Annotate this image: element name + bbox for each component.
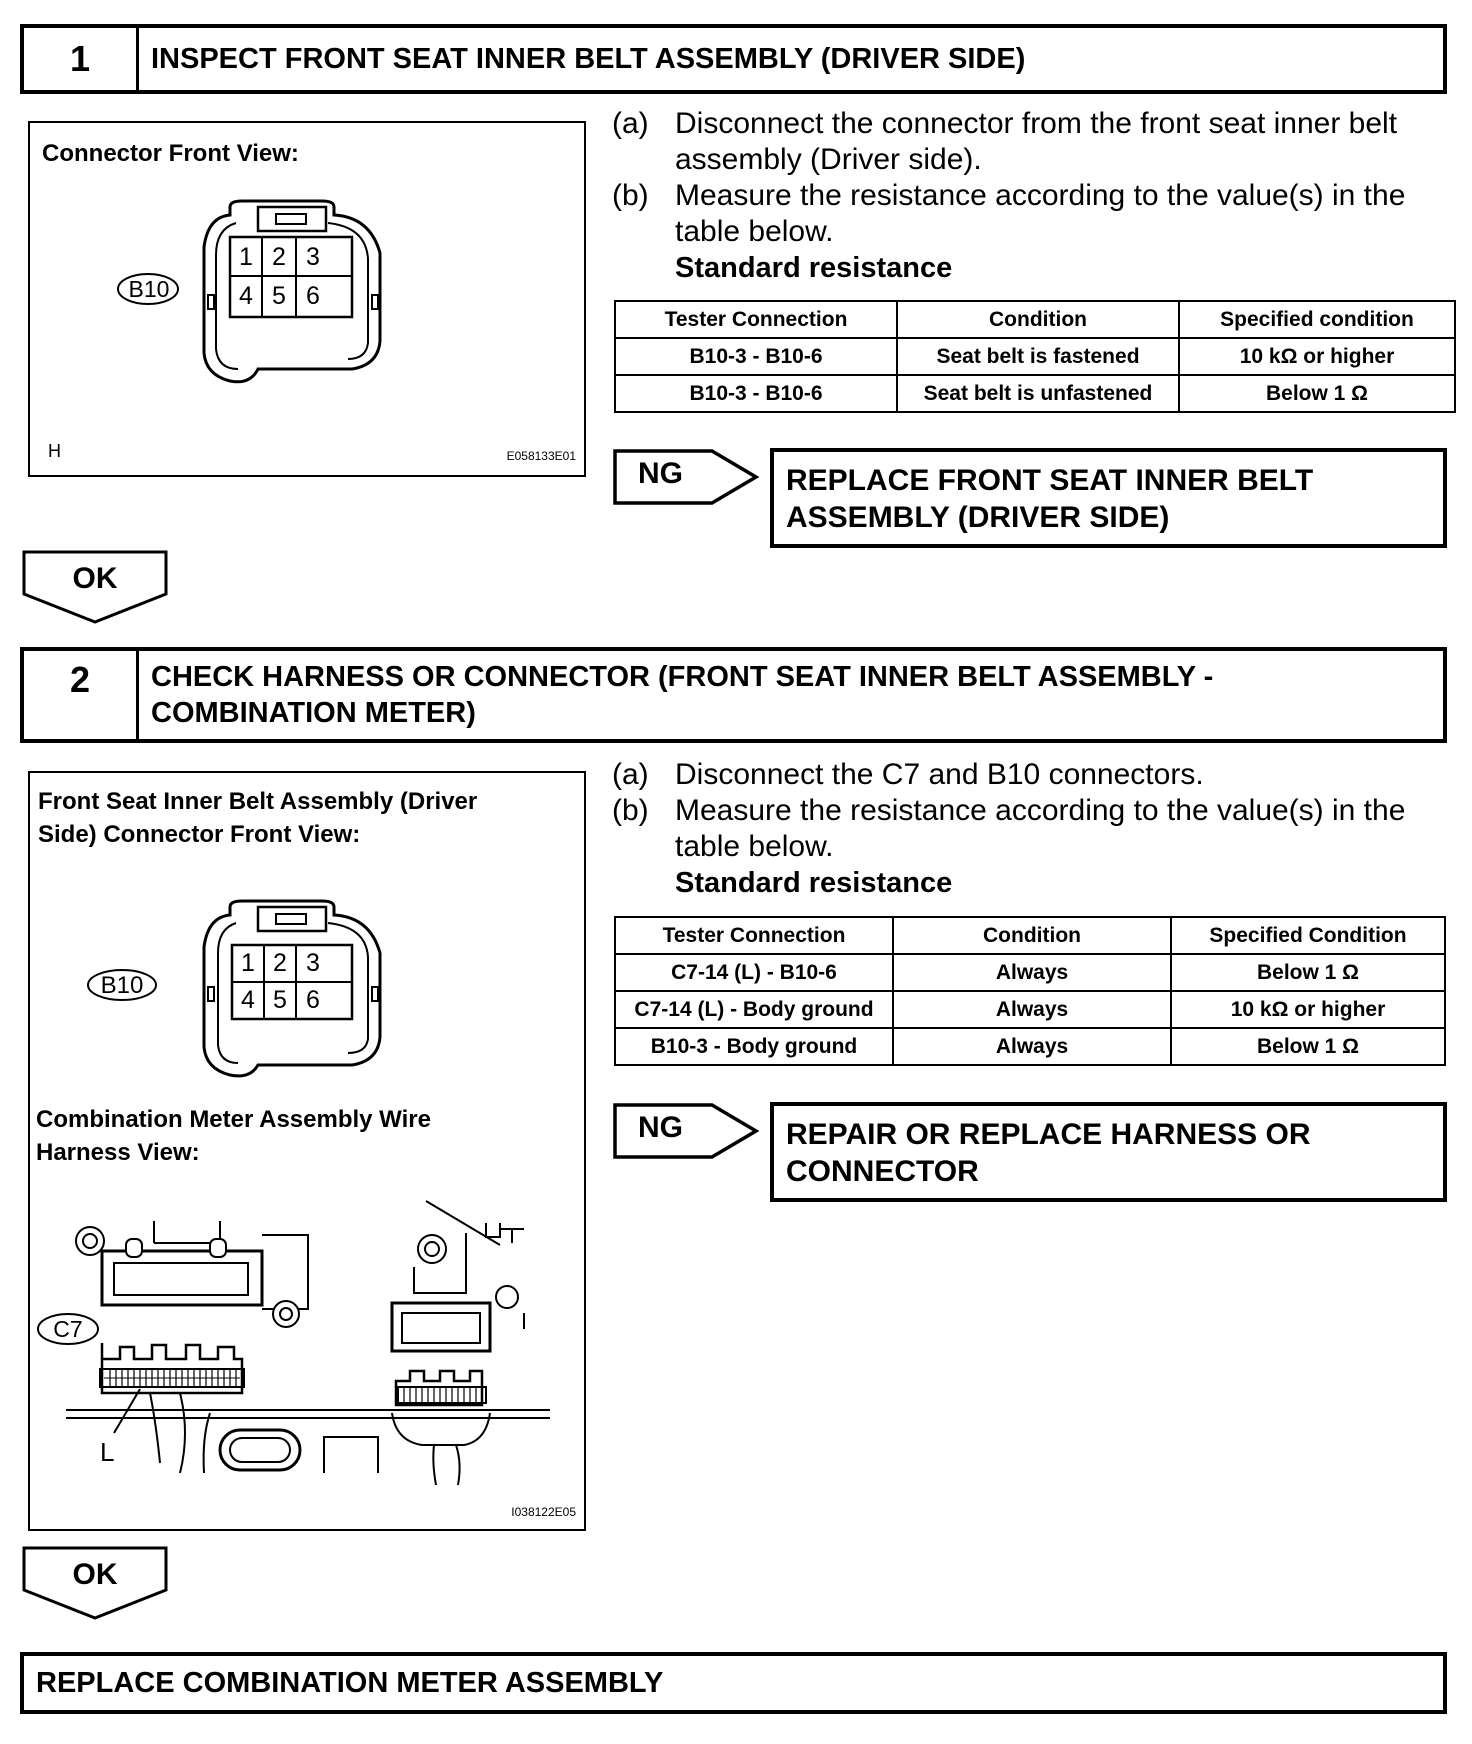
step1-figure (28, 121, 586, 477)
table-header: Specified Condition (1171, 917, 1445, 954)
table-cell: Always (893, 991, 1171, 1028)
pin-5: 5 (273, 986, 287, 1014)
step2-spec-table (614, 916, 1446, 1066)
pin-4: 4 (241, 986, 255, 1014)
step1-title: INSPECT FRONT SEAT INNER BELT ASSEMBLY (DRIVER SIDE) (151, 43, 1026, 75)
table-cell: C7-14 (L) - Body ground (615, 991, 893, 1028)
pin-3: 3 (306, 243, 320, 271)
instruction-a (612, 757, 1442, 793)
instruction-label: (b) (612, 179, 649, 212)
step1-ok-label: OK (72, 562, 118, 595)
instruction-b (612, 793, 1442, 865)
instruction-label: (a) (612, 107, 649, 140)
step1-number: 1 (24, 28, 139, 90)
pin-6: 6 (306, 282, 320, 310)
pin-6: 6 (306, 986, 320, 1014)
table-cell: 10 kΩ or higher (1179, 338, 1455, 375)
pin-3: 3 (306, 949, 320, 977)
table-cell: Seat belt is fastened (897, 338, 1179, 375)
table-cell: Below 1 Ω (1171, 1028, 1445, 1065)
instruction-text: Disconnect the C7 and B10 connectors. (675, 758, 1204, 791)
step2-ng-action: REPAIR OR REPLACE HARNESS OR CONNECTOR (770, 1102, 1447, 1202)
final-action: REPLACE COMBINATION METER ASSEMBLY (20, 1652, 1447, 1714)
table-cell: Always (893, 954, 1171, 991)
c7-connector-tag: C7 (53, 1316, 83, 1342)
step2-figure-label2: Combination Meter Assembly Wire Harness View: (36, 1106, 431, 1166)
step2-instructions (612, 757, 1442, 901)
step2-number: 2 (24, 651, 139, 739)
table-row (615, 954, 1445, 991)
table-row (615, 1028, 1445, 1065)
table-header: Tester Connection (615, 301, 897, 338)
table-cell: 10 kΩ or higher (1171, 991, 1445, 1028)
pin-1: 1 (239, 243, 253, 271)
step2-figure (28, 771, 586, 1531)
pin-5: 5 (272, 282, 286, 310)
instruction-text: Measure the resistance according to the value(s) in the table below. (675, 179, 1406, 248)
pin-2: 2 (273, 949, 287, 977)
table-cell: B10-3 - Body ground (615, 1028, 893, 1065)
b10-connector-tag: B10 (128, 276, 170, 302)
figure-code: I038122E05 (511, 1505, 576, 1519)
table-cell: Below 1 Ω (1179, 375, 1455, 412)
step1-instructions (612, 106, 1442, 286)
instruction-b (612, 178, 1442, 250)
step1-spec-table (614, 300, 1456, 413)
step1-figure-label: Connector Front View: (42, 140, 299, 167)
standard-label: Standard resistance (675, 252, 953, 284)
step1-ng-label: NG (638, 457, 683, 490)
pin-4: 4 (239, 282, 253, 310)
table-cell: C7-14 (L) - B10-6 (615, 954, 893, 991)
table-cell: Below 1 Ω (1171, 954, 1445, 991)
step2-figure-label1: Front Seat Inner Belt Assembly (Driver Side) Connector Front View: (38, 788, 478, 848)
step2-title: CHECK HARNESS OR CONNECTOR (FRONT SEAT INNER BELT ASSEMBLY - COMBINATION METER) (151, 661, 1214, 729)
step1-ng-arrow (612, 448, 762, 508)
table-cell: Seat belt is unfastened (897, 375, 1179, 412)
wire-color-label: L (100, 1437, 115, 1467)
table-cell: B10-3 - B10-6 (615, 375, 897, 412)
table-cell: B10-3 - B10-6 (615, 338, 897, 375)
instruction-text: Measure the resistance according to the value(s) in the table below. (675, 794, 1406, 863)
table-row (615, 375, 1455, 412)
figure-code: E058133E01 (506, 449, 576, 463)
figure-corner-mark: H (48, 441, 61, 461)
standard-label: Standard resistance (675, 867, 953, 899)
step2-ok-label: OK (72, 1558, 118, 1591)
step2-ng-label: NG (638, 1111, 683, 1144)
step2-header (20, 647, 1447, 743)
table-header-row (615, 917, 1445, 954)
instruction-label: (b) (612, 794, 649, 827)
instruction-label: (a) (612, 758, 649, 791)
b10-connector-tag-2: B10 (100, 972, 144, 999)
table-header: Specified condition (1179, 301, 1455, 338)
step1-ng-action: REPLACE FRONT SEAT INNER BELT ASSEMBLY (DRIVER SIDE) (770, 448, 1447, 548)
table-header: Condition (897, 301, 1179, 338)
pin-2: 2 (272, 243, 286, 271)
pin-1: 1 (241, 949, 255, 977)
table-header-row (615, 301, 1455, 338)
step2-ng-arrow (612, 1102, 762, 1162)
table-cell: Always (893, 1028, 1171, 1065)
table-header: Tester Connection (615, 917, 893, 954)
table-row (615, 338, 1455, 375)
instruction-text: Disconnect the connector from the front seat inner belt assembly (Driver side). (675, 107, 1398, 176)
table-header: Condition (893, 917, 1171, 954)
step1-header (20, 24, 1447, 94)
instruction-a (612, 106, 1442, 178)
table-row (615, 991, 1445, 1028)
